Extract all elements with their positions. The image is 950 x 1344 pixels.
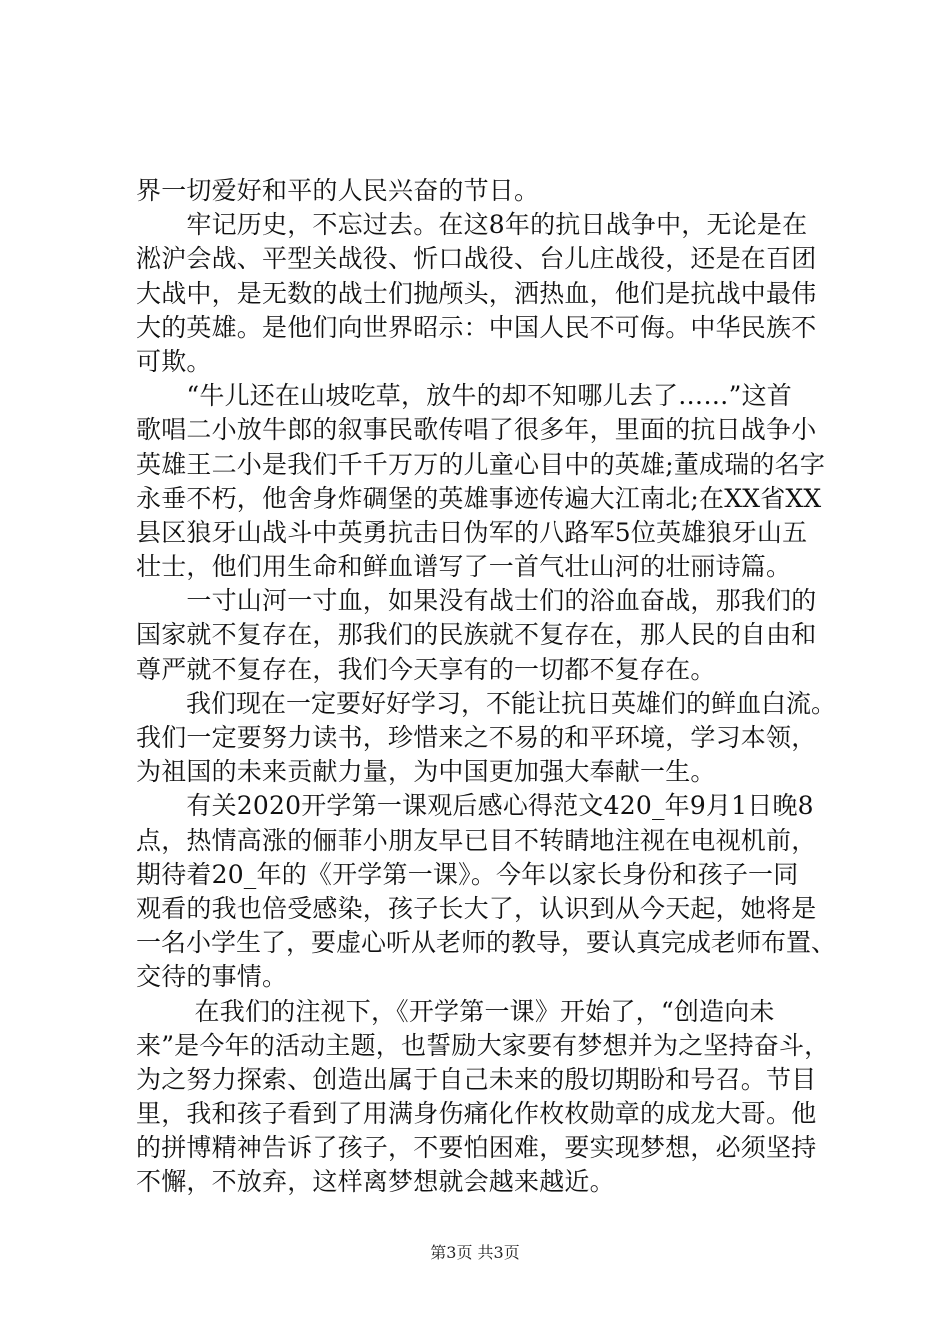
- page-footer: 第3页 共3页: [430, 1243, 520, 1262]
- text-line: 淞沪会战、平型关战役、忻口战役、台儿庄战役，还是在百团: [136, 244, 817, 274]
- text-line: “牛儿还在山坡吃草，放牛的却不知哪儿去了……”这首: [136, 381, 792, 411]
- text-line: 期待着20_年的《开学第一课》。今年以家长身份和孩子一同: [136, 859, 799, 889]
- text-line: 一寸山河一寸血，如果没有战士们的浴血奋战，那我们的: [136, 586, 817, 616]
- text-line: 壮士，他们用生命和鲜血谱写了一首气壮山河的壮丽诗篇。: [136, 552, 792, 582]
- text-line: 有关2020开学第一课观后感心得范文420_年9月1日晚8: [136, 791, 814, 821]
- body-text: [136, 174, 836, 1200]
- text-line: 国家就不复存在，那我们的民族就不复存在，那人民的自由和: [136, 620, 817, 650]
- text-line: 界一切爱好和平的人民兴奋的节日。: [136, 176, 540, 205]
- text-line: 牢记历史，不忘过去。在这8年的抗日战争中，无论是在: [136, 210, 808, 240]
- text-line: 尊严就不复存在，我们今天享有的一切都不复存在。: [136, 654, 716, 684]
- text-line: 歌唱二小放牛郎的叙事民歌传唱了很多年，里面的抗日战争小: [136, 415, 817, 445]
- text-line: 在我们的注视下，《开学第一课》开始了，“创造向未: [136, 996, 775, 1026]
- text-line: 来”是今年的活动主题，也誓励大家要有梦想并为之坚持奋斗，: [136, 1030, 830, 1060]
- text-line: 观看的我也倍受感染，孩子长大了，认识到从今天起，她将是: [136, 893, 817, 923]
- text-line: 英雄王二小是我们千千万万的儿童心目中的英雄;董成瑞的名字: [136, 449, 826, 479]
- text-line: 为祖国的未来贡献力量，为中国更加强大奉献一生。: [136, 757, 716, 787]
- text-line: 我们一定要努力读书，珍惜来之不易的和平环境，学习本领，: [136, 723, 817, 752]
- text-line: 大的英雄。是他们向世界昭示：中国人民不可侮。中华民族不: [136, 312, 817, 342]
- text-line: 可欺。: [136, 346, 212, 376]
- text-line: 为之努力探索、创造出属于自己未来的殷切期盼和号召。节目: [136, 1064, 817, 1094]
- text-line: 县区狼牙山战斗中英勇抗击日伪军的八路军5位英雄狼牙山五: [136, 517, 808, 547]
- text-line: 点，热情高涨的俪菲小朋友早已目不转睛地注视在电视机前，: [136, 825, 817, 855]
- text-line: 的拼博精神告诉了孩子，不要怕困难，要实现梦想，必须坚持: [136, 1133, 817, 1163]
- text-line: 我们现在一定要好好学习，不能让抗日英雄们的鲜血白流。: [136, 688, 837, 718]
- text-line: 里，我和孩子看到了用满身伤痛化作枚枚勋章的成龙大哥。他: [136, 1099, 817, 1129]
- text-line: 永垂不朽，他舍身炸碉堡的英雄事迹传遍大江南北;在XX省XX: [136, 483, 822, 513]
- text-line: 交待的事情。: [136, 962, 288, 992]
- text-line: 不懈，不放弃，这样离梦想就会越来越近。: [136, 1167, 615, 1197]
- text-line: 一名小学生了，要虚心听从老师的教导，要认真完成老师布置、: [136, 928, 837, 958]
- text-line: 大战中，是无数的战士们抛颅头，洒热血，他们是抗战中最伟: [136, 278, 817, 308]
